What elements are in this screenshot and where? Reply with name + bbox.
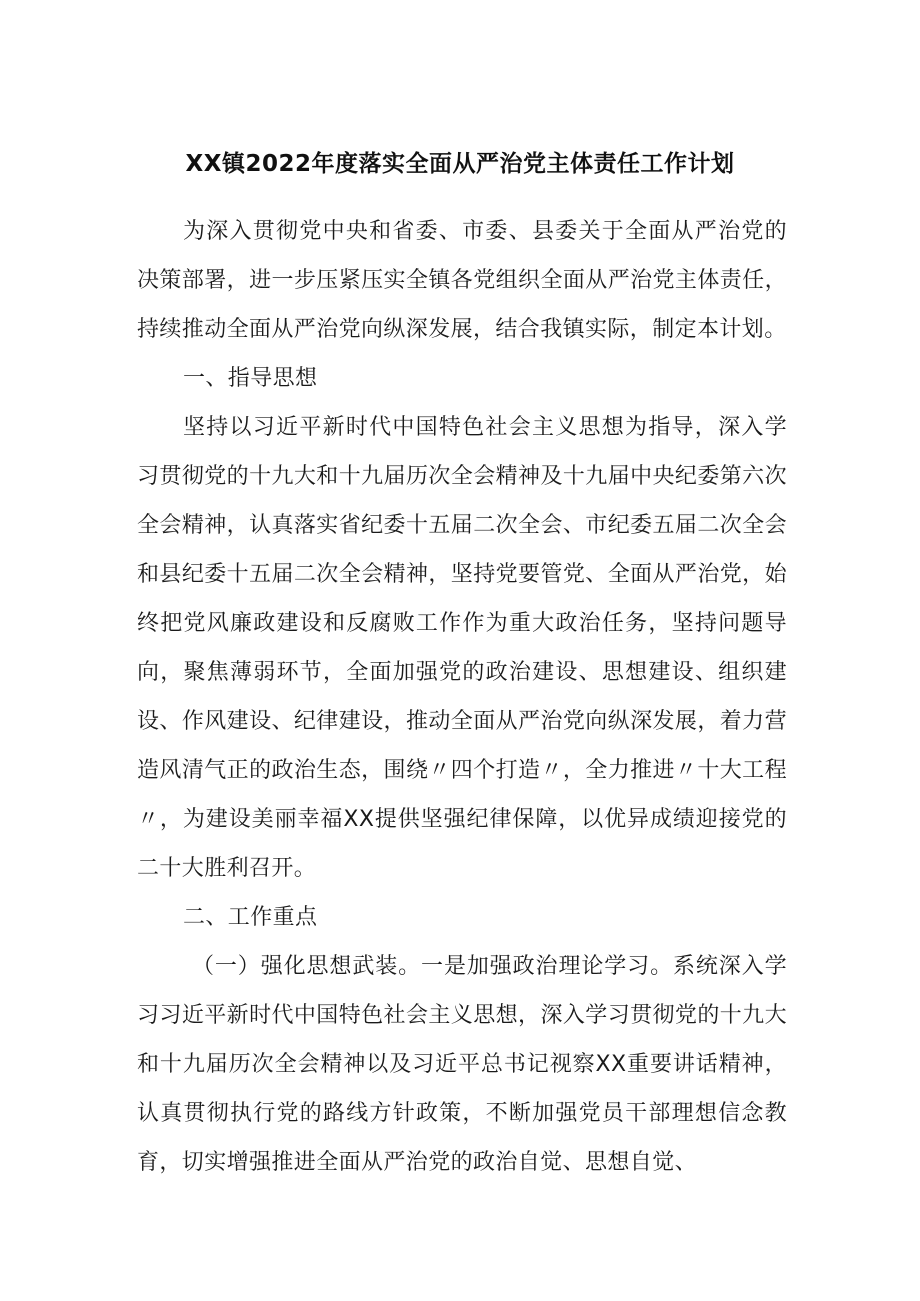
guiding-ideology-paragraph: 坚持以习近平新时代中国特色社会主义思想为指导，深入学习贯彻党的十九大和十九届历次全会精神及十九届中央纪委第六次全会精神，认真落实省纪委十五届二次全会、市纪委五届二次全会和县纪委十五届二次全会精神，坚持党要管党、全面从严治党，始终把党风廉政建设和反腐败工作作为重大政治任务，坚持问题导向，聚焦薄弱环节，全面加强党的政治建设、思想建设、组织建设、作风建设、纪律建设，推动全面从严治党向纵深发展，着力营造风清气正的政治生态，围绕〃四个打造〃，全力推进〃十大工程〃，为建设美丽幸福XX提供坚强纪律保障，以优异成绩迎接党的二十大胜利召开。 [137, 415, 787, 881]
section-heading-guiding-ideology: 一、指导思想 [183, 366, 318, 391]
document-body [137, 207, 787, 1187]
intro-paragraph: 为深入贯彻党中央和省委、市委、县委关于全面从严治党的决策部署，进一步压紧压实全镇各党组织全面从严治党主体责任，持续推动全面从严治党向纵深发展，结合我镇实际，制定本计划。 [137, 219, 787, 342]
section-heading-work-focus: 二、工作重点 [183, 905, 318, 930]
document-title: XX镇2022年度落实全面从严治党主体责任工作计划 [185, 151, 735, 177]
work-focus-item-1-paragraph: （一）强化思想武装。一是加强政治理论学习。系统深入学习习近平新时代中国特色社会主义思想，深入学习贯彻党的十九大和十九届历次全会精神以及习近平总书记视察XX重要讲话精神，认真贯彻执行党的路线方针政策，不断加强党员干部理想信念教育，切实增强推进全面从严治党的政治自觉、思想自觉、 [137, 954, 787, 1175]
